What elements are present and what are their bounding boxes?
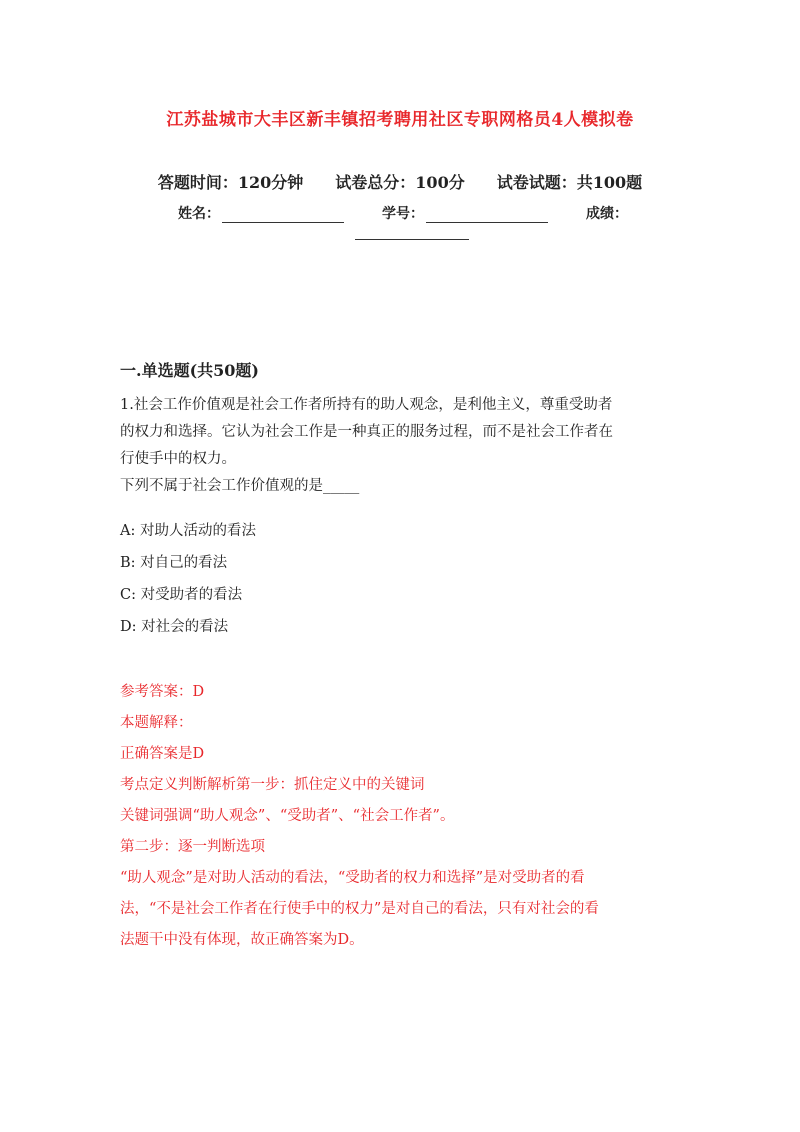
score-label: 成绩：: [586, 206, 628, 222]
score-blank: [355, 238, 469, 240]
id-label: 学号：: [382, 206, 424, 222]
explanation-keywords: 关键词强调“助人观念”、“受助者”、“社会工作者”。: [120, 808, 455, 824]
explanation-detail-line: 法题干中没有体现，故正确答案为D。: [120, 932, 364, 948]
answer-block: [120, 677, 680, 956]
name-blank: [222, 208, 344, 223]
explanation-step1: 考点定义判断解析第一步：抓住定义中的关键词: [120, 777, 425, 793]
answer-time: 答题时间：120分钟: [157, 173, 304, 192]
total-questions: 试卷试题：共100题: [496, 173, 643, 192]
explanation-label: 本题解释：: [120, 715, 193, 731]
stem-line: 1.社会工作价值观是社会工作者所持有的助人观念，是利他主义，尊重受助者: [120, 397, 613, 413]
option-a: A: 对助人活动的看法: [120, 523, 256, 539]
option-d: D: 对社会的看法: [120, 619, 229, 635]
option-b: B: 对自己的看法: [120, 555, 228, 571]
explanation-detail-line: 法，“不是社会工作者在行使手中的权力”是对自己的看法，只有对社会的看: [120, 901, 599, 917]
exam-meta-row: [0, 170, 800, 193]
total-score: 试卷总分：100分: [335, 173, 465, 192]
question-stem: [120, 392, 680, 500]
option-c: C: 对受助者的看法: [120, 587, 243, 603]
question-prompt: 下列不属于社会工作价值观的是_____: [120, 478, 360, 494]
student-info-row: [178, 203, 698, 223]
options-list: [120, 518, 680, 646]
reference-answer: 参考答案：D: [120, 684, 205, 700]
id-blank: [426, 208, 548, 223]
correct-answer: 正确答案是D: [120, 746, 205, 762]
name-label: 姓名：: [178, 206, 220, 222]
stem-line: 行使手中的权力。: [120, 451, 236, 467]
explanation-detail-line: “助人观念”是对助人活动的看法，“受助者的权力和选择”是对受助者的看: [120, 870, 585, 886]
exam-title: 江苏盐城市大丰区新丰镇招考聘用社区专职网格员4人模拟卷: [166, 110, 634, 130]
stem-line: 的权力和选择。它认为社会工作是一种真正的服务过程，而不是社会工作者在: [120, 424, 613, 440]
explanation-step2: 第二步：逐一判断选项: [120, 839, 265, 855]
section-heading: 一.单选题(共50题): [120, 361, 259, 380]
